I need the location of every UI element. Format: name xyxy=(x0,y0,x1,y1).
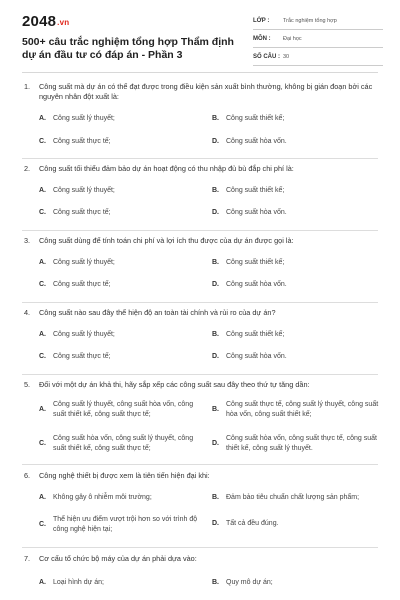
page-title: 500+ câu trắc nghiệm tổng hợp Thẩm định dự án đầu tư có đáp án - Phần 3 xyxy=(22,36,234,61)
answer-option[interactable] xyxy=(39,493,199,503)
answer-option[interactable] xyxy=(39,137,199,147)
option-letter: C. xyxy=(39,520,46,528)
option-text: Công suất thiết kế; xyxy=(226,259,285,266)
question-body: Cơ cấu tổ chức bộ máy của dự án phải dựa vào: xyxy=(39,554,197,563)
option-text: Công suất hòa vốn, công suất thực tế, công suất thiết kế, công suất lý thuyết. xyxy=(226,435,378,452)
option-letter: B. xyxy=(212,115,219,122)
question-body: Công suất nào sau đây thể hiện độ an toàn tài chính và rủi ro của dự án? xyxy=(39,308,276,317)
answer-option[interactable] xyxy=(39,280,199,290)
question-number: 4. xyxy=(24,308,31,317)
answer-option[interactable] xyxy=(39,434,199,453)
answer-option[interactable] xyxy=(39,258,199,268)
option-text: Công suất hòa vốn. xyxy=(226,209,287,216)
option-letter: B. xyxy=(212,579,219,586)
option-letter: D. xyxy=(212,353,219,360)
meta-value: Trắc nghiệm tổng hợp xyxy=(283,17,337,24)
option-letter: B. xyxy=(212,331,219,338)
answer-option[interactable] xyxy=(39,352,199,362)
option-letter: D. xyxy=(212,439,219,447)
question-body: Công nghệ thiết bị được xem là tiên tiến hiện đại khi: xyxy=(39,471,210,480)
meta-key: LỚP : xyxy=(253,17,270,24)
option-text: Công suất hòa vốn, công suất lý thuyết, công suất thiết kế, công suất thực tế; xyxy=(53,435,194,452)
option-text: Loại hình dự án; xyxy=(53,579,105,586)
meta-row-count xyxy=(253,48,383,66)
answer-option[interactable] xyxy=(212,114,382,124)
option-text: Đảm bảo tiêu chuẩn chất lượng sản phẩm; xyxy=(226,494,360,501)
option-text: Công suất thực tế; xyxy=(53,209,111,216)
option-text: Công suất hòa vốn. xyxy=(226,138,287,145)
option-letter: B. xyxy=(212,405,219,413)
option-text: Công suất hòa vốn. xyxy=(226,353,287,360)
option-text: Công suất hòa vốn. xyxy=(226,281,287,288)
document-header xyxy=(0,0,400,68)
meta-key: MÔN : xyxy=(253,35,271,42)
answer-option[interactable] xyxy=(39,114,199,124)
answer-option[interactable] xyxy=(212,519,382,529)
site-logo[interactable] xyxy=(22,13,69,30)
option-letter: A. xyxy=(39,494,46,501)
option-letter: C. xyxy=(39,439,46,447)
question-text xyxy=(24,554,374,564)
answer-option[interactable] xyxy=(212,400,382,419)
answer-option[interactable] xyxy=(212,258,382,268)
option-letter: B. xyxy=(212,187,219,194)
question-number: 3. xyxy=(24,236,31,245)
question-body: Công suất mà dự án có thể đạt được trong điều kiện sản xuất bình thường, không bị gián đoạn bởi các nguyên nhân đột xuất là: xyxy=(39,82,373,101)
question-divider xyxy=(22,374,378,375)
answer-option[interactable] xyxy=(212,330,382,340)
question-body: Đối với một dự án khả thi, hãy sắp xếp các công suất sau đây theo thứ tự tăng dần: xyxy=(39,380,310,389)
option-letter: C. xyxy=(39,353,46,360)
answer-option[interactable] xyxy=(212,434,382,453)
question-text xyxy=(24,82,374,101)
logo-suffix: .vn xyxy=(57,18,70,27)
option-letter: D. xyxy=(212,138,219,145)
question-number: 5. xyxy=(24,380,31,389)
option-text: Công suất thực tế; xyxy=(53,353,111,360)
option-letter: A. xyxy=(39,115,46,122)
question-divider xyxy=(22,547,378,548)
question-body: Công suất tối thiểu đảm bảo dự án hoạt động có thu nhập đủ bù đắp chi phí là: xyxy=(39,164,294,173)
option-text: Công suất thiết kế; xyxy=(226,187,285,194)
answer-option[interactable] xyxy=(212,352,382,362)
option-letter: A. xyxy=(39,579,46,586)
answer-option[interactable] xyxy=(212,493,382,503)
option-text: Công suất lý thuyết; xyxy=(53,259,115,266)
option-text: Công suất lý thuyết, công suất hòa vốn, công suất thiết kế, công suất thực tế; xyxy=(53,401,194,418)
option-letter: C. xyxy=(39,281,46,288)
meta-row-class xyxy=(253,12,383,30)
question-number: 2. xyxy=(24,164,31,173)
option-text: Quy mô dự án; xyxy=(226,579,273,586)
option-letter: B. xyxy=(212,259,219,266)
question-text xyxy=(24,380,374,390)
option-text: Công suất thực tế, công suất lý thuyết, công suất hòa vốn, công suất thiết kế; xyxy=(226,401,379,418)
answer-option[interactable] xyxy=(39,578,199,588)
option-text: Công suất thực tế; xyxy=(53,138,111,145)
option-text: Công suất lý thuyết; xyxy=(53,115,115,122)
meta-value: 30 xyxy=(283,53,290,60)
option-letter: A. xyxy=(39,405,46,413)
question-number: 7. xyxy=(24,554,31,563)
question-body: Công suất dùng để tính toán chi phí và lợi ích thu được của dự án được gọi là: xyxy=(39,236,294,245)
option-text: Không gây ô nhiễm môi trường; xyxy=(53,494,152,501)
option-letter: A. xyxy=(39,187,46,194)
question-text xyxy=(24,236,374,246)
answer-option[interactable] xyxy=(39,515,199,534)
option-letter: A. xyxy=(39,331,46,338)
answer-option[interactable] xyxy=(212,137,382,147)
option-text: Công suất lý thuyết; xyxy=(53,331,115,338)
answer-option[interactable] xyxy=(212,208,382,218)
meta-info xyxy=(253,12,383,66)
answer-option[interactable] xyxy=(39,186,199,196)
meta-row-subject xyxy=(253,30,383,48)
option-text: Thể hiện ưu điểm vượt trội hơn so với trình độ công nghệ hiện tại; xyxy=(53,516,198,533)
option-text: Công suất thiết kế; xyxy=(226,331,285,338)
option-letter: D. xyxy=(212,209,219,216)
answer-option[interactable] xyxy=(39,208,199,218)
answer-option[interactable] xyxy=(39,330,199,340)
option-text: Công suất thiết kế; xyxy=(226,115,285,122)
question-text xyxy=(24,164,374,174)
option-letter: C. xyxy=(39,138,46,145)
answer-option[interactable] xyxy=(212,186,382,196)
question-text xyxy=(24,308,374,318)
option-letter: A. xyxy=(39,259,46,266)
option-letter: D. xyxy=(212,520,219,527)
option-letter: C. xyxy=(39,209,46,216)
logo-text: 2048 xyxy=(22,13,57,30)
question-number: 1. xyxy=(24,82,31,91)
question-number: 6. xyxy=(24,471,31,480)
option-text: Công suất lý thuyết; xyxy=(53,187,115,194)
meta-value: Đại học xyxy=(283,35,302,42)
option-letter: B. xyxy=(212,494,219,501)
meta-key: SỐ CÂU : xyxy=(253,53,280,60)
answer-option[interactable] xyxy=(212,578,382,588)
header-divider xyxy=(22,72,378,73)
answer-option[interactable] xyxy=(39,400,199,419)
option-text: Công suất thực tế; xyxy=(53,281,111,288)
option-letter: D. xyxy=(212,281,219,288)
option-text: Tất cả đều đúng. xyxy=(226,520,279,527)
question-divider xyxy=(22,230,378,231)
question-divider xyxy=(22,464,378,465)
answer-option[interactable] xyxy=(212,280,382,290)
question-divider xyxy=(22,158,378,159)
question-divider xyxy=(22,302,378,303)
question-text xyxy=(24,471,374,481)
